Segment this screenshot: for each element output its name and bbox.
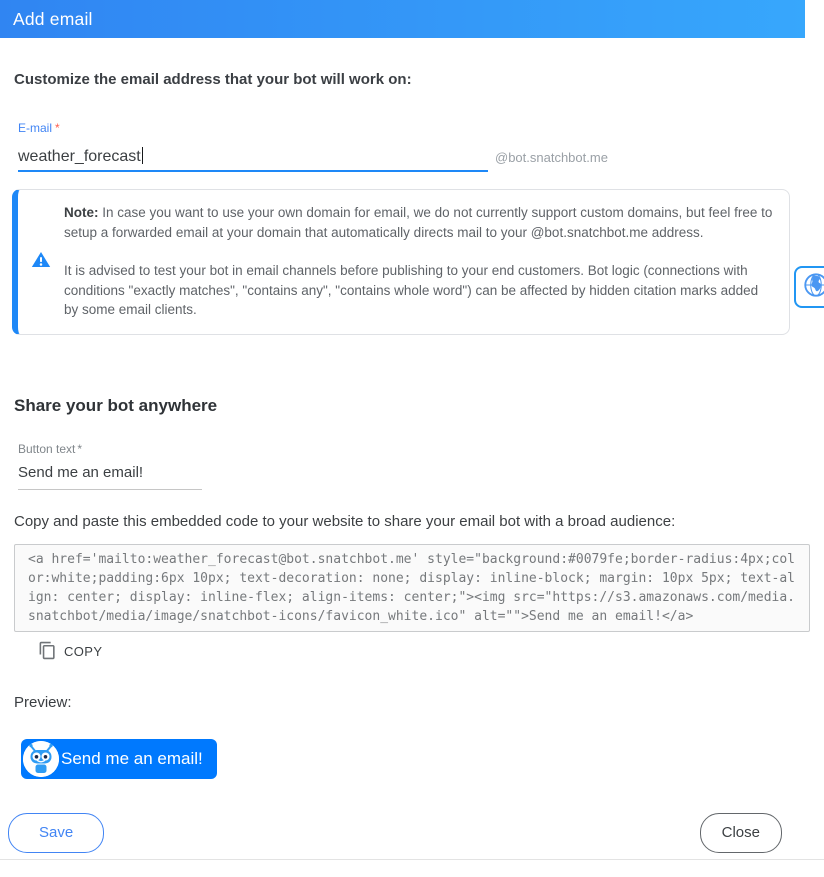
- email-domain-suffix: @bot.snatchbot.me: [495, 150, 608, 165]
- button-text-field-label: [18, 442, 824, 456]
- preview-email-button[interactable]: [21, 739, 217, 779]
- note-box: [12, 189, 790, 335]
- dialog-titlebar: [0, 0, 805, 38]
- note-icon-column: [18, 190, 64, 334]
- copy-button[interactable]: [38, 641, 102, 663]
- customize-heading: Customize the email address that your bot will work on:: [14, 71, 412, 88]
- preview-button-label: Send me an email!: [61, 748, 203, 768]
- button-text-input[interactable]: [18, 464, 202, 490]
- button-text-label-text: Button text: [18, 441, 76, 456]
- button-text-input-value: Send me an email!: [18, 463, 144, 481]
- share-heading: Share your bot anywhere: [14, 395, 218, 415]
- email-input[interactable]: [18, 147, 488, 172]
- globe-icon: [802, 271, 824, 304]
- email-label-text: E-mail: [18, 121, 53, 135]
- close-button[interactable]: Close: [700, 813, 782, 853]
- snatchbot-robot-icon: [23, 741, 59, 777]
- required-asterisk: *: [55, 121, 60, 135]
- note-paragraph-2: It is advised to test your bot in email channels before publishing to your end customers. Bot logic (connections with conditions "exactly matches", "contains any", "contains whole word") can be affected by hidden citation marks added by some email clients.: [64, 263, 759, 317]
- bottom-divider: [0, 859, 824, 860]
- preview-label: Preview:: [14, 693, 72, 711]
- action-bar: [0, 813, 824, 853]
- text-cursor: [142, 147, 144, 164]
- note-text: [64, 190, 789, 334]
- note-paragraph-1: Note: In case you want to use your own domain for email, we do not currently support custom domains, but feel free to setup a forwarded email at your domain that automatically directs mail to your @bot.snatchbot.me address.: [64, 205, 773, 240]
- email-field-row: [18, 147, 824, 172]
- globe-widget-button[interactable]: [794, 266, 824, 308]
- email-field-label: [18, 121, 824, 135]
- copy-icon: [38, 641, 57, 663]
- embed-code-box[interactable]: <a href='mailto:weather_forecast@bot.snatchbot.me' style="background:#0079fe;border-radius:4px;color:white;padding:6px 10px; text-decoration: none; display: inline-block; margin: 10px 5px; text-align: center; display: inline-flex; align-items: center;"><img src="https://s3.amazonaws.com/media.snatchbot/media/image/snatchbot-icons/favicon_white.ico" alt="">Send me an email!</a>: [14, 544, 810, 632]
- copy-button-label: COPY: [64, 644, 103, 659]
- embed-instruction: Copy and paste this embedded code to your website to share your email bot with a broad audience:: [14, 512, 676, 530]
- dialog-title: Add email: [13, 8, 93, 29]
- note-label: Note:: [64, 205, 99, 220]
- required-asterisk: *: [77, 441, 83, 456]
- save-button[interactable]: Save: [8, 813, 104, 853]
- email-input-value: weather_forecast: [18, 148, 141, 165]
- dialog-body: [0, 38, 824, 860]
- warning-triangle-icon: [31, 250, 51, 274]
